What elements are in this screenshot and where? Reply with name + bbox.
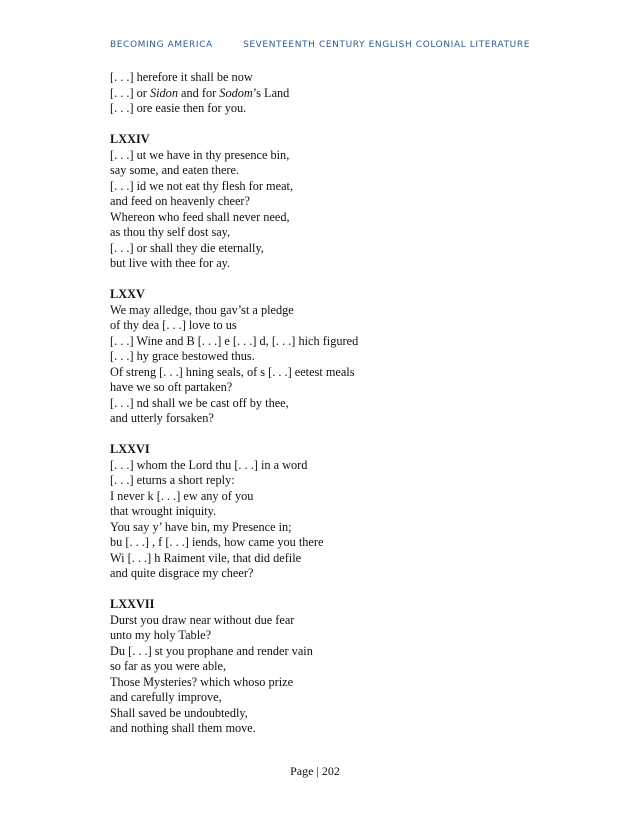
poem-line: [. . .] ore easie then for you. <box>110 101 247 115</box>
stanza <box>110 442 510 582</box>
poem-body <box>110 70 510 752</box>
poem-line: You say y’ have bin, my Presence in; <box>110 519 292 534</box>
poem-line: [. . .] eturns a short reply: <box>110 473 235 487</box>
stanza <box>110 70 510 117</box>
stanza-heading: LXXIV <box>110 132 150 146</box>
poem-line: as thou thy self dost say, <box>110 225 231 239</box>
poem-line: [. . .] hy grace bestowed thus. <box>110 349 255 363</box>
poem-line: Durst you draw near without due fear <box>110 612 295 627</box>
stanza-heading: LXXVI <box>110 442 150 456</box>
poem-line: have we so oft partaken? <box>110 380 233 394</box>
poem-line: Wi [. . .] h Raiment vile, that did defile <box>110 550 302 565</box>
poem-line: [. . .] ut we have in thy presence bin, <box>110 147 290 162</box>
poem-line: I never k [. . .] ew any of you <box>110 488 254 503</box>
stanza <box>110 132 510 272</box>
poem-line: Shall saved be undoubtedly, <box>110 705 248 720</box>
poem-line: [. . .] id we not eat thy flesh for meat, <box>110 178 294 193</box>
poem-line: so far as you were able, <box>110 659 227 673</box>
poem-line: unto my holy Table? <box>110 628 212 642</box>
poem-line: that wrought iniquity. <box>110 504 217 518</box>
poem-line: of thy dea [. . .] love to us <box>110 318 237 332</box>
poem-line: and quite disgrace my cheer? <box>110 566 254 580</box>
poem-line: and carefully improve, <box>110 690 222 704</box>
poem-line: [. . .] herefore it shall be now <box>110 70 253 84</box>
stanza <box>110 287 510 427</box>
poem-line: Whereon who feed shall never need, <box>110 209 290 224</box>
stanza-heading: LXXV <box>110 287 145 301</box>
poem-line: Du [. . .] st you prophane and render vain <box>110 643 313 658</box>
poem-line: We may alledge, thou gav’st a pledge <box>110 302 294 317</box>
poem-line: [. . .] Wine and B [. . .] e [. . .] d, [. . .] hich figured <box>110 333 359 348</box>
poem-line: and feed on heavenly cheer? <box>110 194 250 208</box>
poem-line: [. . .] nd shall we be cast off by thee, <box>110 395 289 410</box>
stanza-heading: LXXVII <box>110 597 155 611</box>
poem-line: Those Mysteries? which whoso prize <box>110 674 294 689</box>
poem-line: but live with thee for ay. <box>110 256 231 270</box>
header-section-title: SEVENTEENTH CENTURY ENGLISH COLONIAL LITERATURE <box>243 40 530 50</box>
stanza <box>110 597 510 737</box>
poem-line: Of streng [. . .] hning seals, of s [. . .] eetest meals <box>110 364 355 379</box>
poem-line: [. . .] or Sidon and for Sodom’s Land <box>110 85 290 100</box>
poem-line: and nothing shall them move. <box>110 721 256 735</box>
running-header <box>110 40 530 50</box>
poem-line: bu [. . .] , f [. . .] iends, how came you there <box>110 535 324 549</box>
header-book-title: BECOMING AMERICA <box>110 40 213 50</box>
poem-line: [. . .] or shall they die eternally, <box>110 240 264 255</box>
page-number: Page | 202 <box>290 764 340 778</box>
poem-line: say some, and eaten there. <box>110 163 240 177</box>
poem-line: [. . .] whom the Lord thu [. . .] in a word <box>110 457 308 472</box>
poem-line: and utterly forsaken? <box>110 411 214 425</box>
